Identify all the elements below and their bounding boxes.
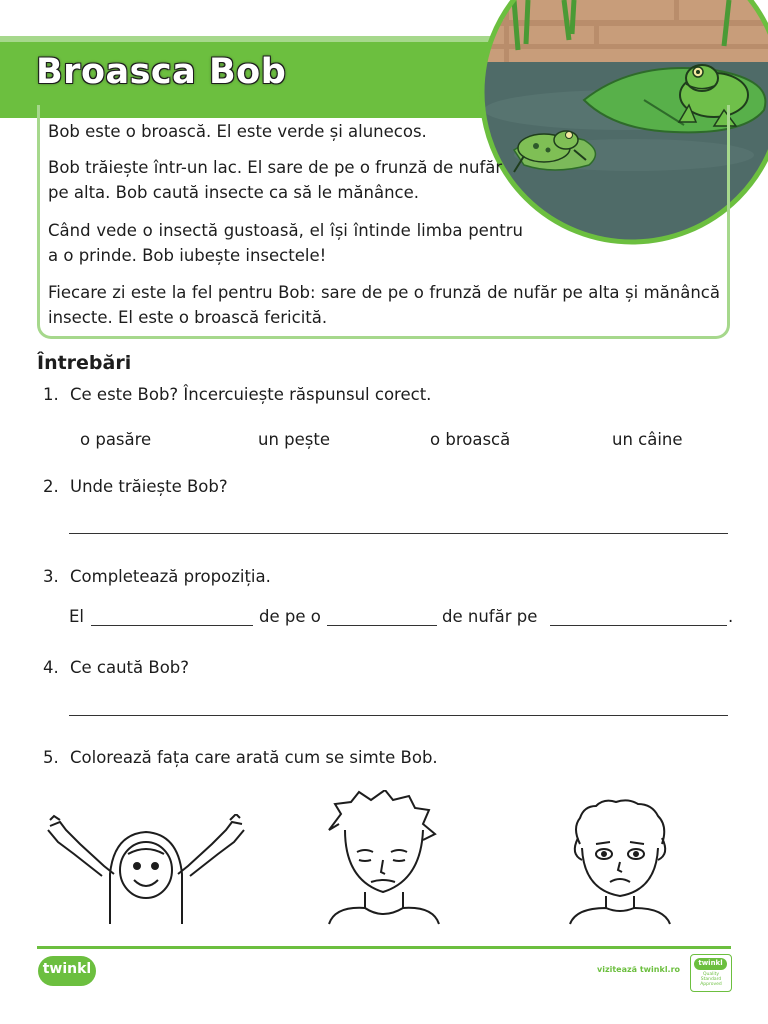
story-paragraph: Bob trăiește într-un lac. El sare de pe o frunză de nufăr pe alta. Bob caută insecte ca să le mănânce. <box>48 158 503 202</box>
question-text: Ce este Bob? Încercuiește răspunsul corect. <box>70 385 432 404</box>
question-number: 1. <box>43 385 59 404</box>
answer-blank[interactable] <box>550 625 727 626</box>
question-number: 2. <box>43 477 59 496</box>
question-number: 4. <box>43 658 59 677</box>
question-text: Colorează fața care arată cum se simte Bob. <box>70 748 438 767</box>
question-3 <box>43 567 271 586</box>
twinkl-logo[interactable]: twinkl <box>38 956 96 986</box>
happy-face-drawing[interactable] <box>44 814 249 926</box>
sentence-part: de nufăr pe <box>442 607 538 626</box>
answer-option[interactable]: un câine <box>612 430 683 449</box>
question-text: Completează propoziția. <box>70 567 271 586</box>
question-text: Ce caută Bob? <box>70 658 190 677</box>
answer-blank[interactable] <box>91 625 253 626</box>
answer-line[interactable] <box>69 715 728 716</box>
sentence-part: de pe o <box>259 607 321 626</box>
sentence-end: . <box>728 607 734 626</box>
story-paragraph: Fiecare zi este la fel pentru Bob: sare de pe o frunză de nufăr pe alta și mănâncă insecte. El este o broască fericită. <box>48 283 720 327</box>
question-2 <box>43 477 228 496</box>
question-text: Unde trăiește Bob? <box>70 477 228 496</box>
answer-option[interactable]: o pasăre <box>80 430 152 449</box>
tired-face-drawing[interactable] <box>325 790 443 926</box>
badge-title: twinkl <box>698 959 723 967</box>
question-1 <box>43 385 431 404</box>
story-paragraph: Când vede o insectă gustoasă, el își întinde limba pentru a o prinde. Bob iubește insectele! <box>48 221 523 265</box>
footer-link[interactable]: vizitează twinkl.ro <box>597 965 681 974</box>
story-paragraph: Bob este o broască. El este verde și alunecos. <box>48 122 427 141</box>
badge-subtitle: Quality Standard Approved <box>700 972 722 987</box>
answer-blank[interactable] <box>327 625 437 626</box>
sentence-part: El <box>69 607 85 626</box>
answer-option[interactable]: un pește <box>258 430 331 449</box>
answer-line[interactable] <box>69 533 728 534</box>
question-number: 5. <box>43 748 59 767</box>
answer-option[interactable]: o broască <box>430 430 511 449</box>
page-title: Broasca Bob <box>36 52 287 92</box>
footer-divider <box>37 946 731 949</box>
quality-badge <box>690 954 732 992</box>
question-5 <box>43 748 438 767</box>
question-4 <box>43 658 189 677</box>
sad-face-drawing[interactable] <box>566 798 674 926</box>
question-number: 3. <box>43 567 59 586</box>
questions-heading: Întrebări <box>37 352 132 374</box>
